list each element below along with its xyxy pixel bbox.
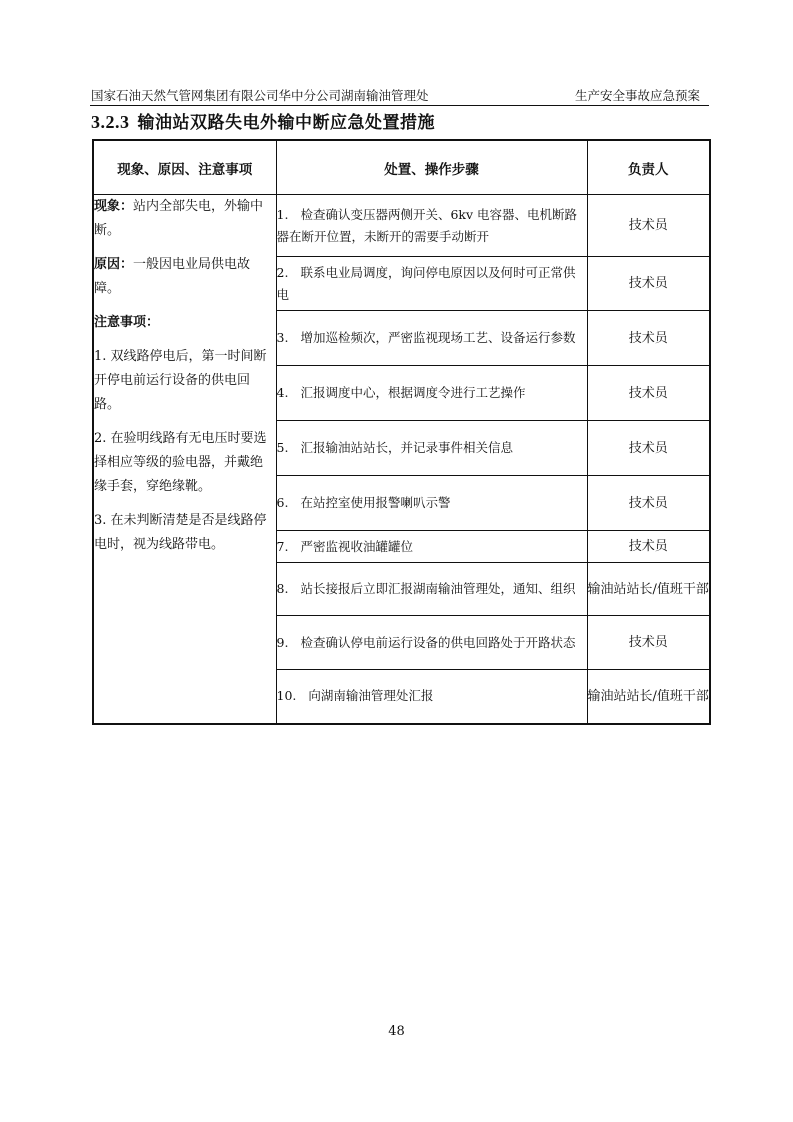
emergency-response-table <box>92 139 711 725</box>
step-number: 5. <box>276 440 289 455</box>
note-item: 1. 双线路停电后，第一时间断开停电前运行设备的供电回路。 <box>94 349 267 412</box>
step-number: 6. <box>276 495 289 510</box>
step-text: 检查确认停电前运行设备的供电回路处于开路状态 <box>300 634 576 650</box>
owner-cell: 技术员 <box>587 531 710 563</box>
note-item: 3. 在未判断清楚是否是线路停电时，视为线路带电。 <box>94 513 267 552</box>
header-divider <box>90 105 709 106</box>
step-cell <box>276 366 587 421</box>
cause-paragraph <box>94 253 276 301</box>
step-cell <box>276 476 587 531</box>
owner-cell: 技术员 <box>587 616 710 670</box>
section-title: 输油站双路失电外输中断应急处置措施 <box>137 113 435 133</box>
step-number: 7. <box>276 538 289 554</box>
step-text: 汇报输油站站长，并记录事件相关信息 <box>300 440 513 455</box>
phenomenon-text: 站内全部失电，外输中断。 <box>94 199 264 238</box>
owner-cell: 输油站站长/值班干部 <box>587 563 710 616</box>
step-text: 向湖南输油管理处汇报 <box>308 688 434 704</box>
owner-cell: 技术员 <box>587 195 710 257</box>
step-cell <box>276 311 587 366</box>
step-text: 在站控室使用报警喇叭示警 <box>300 495 451 510</box>
column-header-phenomenon: 现象、原因、注意事项 <box>93 140 276 195</box>
owner-cell: 技术员 <box>587 311 710 366</box>
phenomenon-paragraph <box>94 195 276 243</box>
step-cell <box>276 531 587 563</box>
notes-label: 注意事项： <box>94 315 160 330</box>
step-cell <box>276 616 587 670</box>
step-text: 汇报调度中心，根据调度令进行工艺操作 <box>300 385 526 400</box>
table-row <box>93 195 710 257</box>
step-text: 严密监视收油罐罐位 <box>300 538 413 554</box>
step-number: 10. <box>276 688 297 704</box>
step-cell <box>276 257 587 311</box>
owner-cell: 技术员 <box>587 257 710 311</box>
step-text: 联系电业局调度，询问停电原因以及何时可正常供电 <box>276 264 576 302</box>
header-organization: 国家石油天然气管网集团有限公司华中分公司湖南输油管理处 <box>91 88 429 103</box>
step-number: 3. <box>276 330 289 345</box>
section-number: 3.2.3 <box>91 112 130 132</box>
step-number: 9. <box>276 634 289 650</box>
note-item: 2. 在验明线路有无电压时要选择相应等级的验电器，并戴绝缘手套，穿绝缘靴。 <box>94 431 267 494</box>
cause-text: 一般因电业局供电故障。 <box>94 257 251 296</box>
step-text: 站长接报后立即汇报湖南输油管理处，通知、组织 <box>300 581 576 596</box>
page-number: 48 <box>388 1024 405 1039</box>
section-heading <box>91 108 435 133</box>
step-number: 1. <box>276 206 289 222</box>
step-number: 8. <box>276 581 289 596</box>
owner-cell: 技术员 <box>587 476 710 531</box>
phenomenon-label: 现象： <box>94 199 134 214</box>
step-cell <box>276 195 587 257</box>
step-number: 4. <box>276 385 289 400</box>
step-text: 检查确认变压器两侧开关、6kv 电容器、电机断路器在断开位置，未断开的需要手动断开 <box>276 206 578 244</box>
cause-label: 原因： <box>94 257 134 272</box>
column-header-owner: 负责人 <box>587 140 710 195</box>
step-cell <box>276 563 587 616</box>
step-number: 2. <box>276 264 289 280</box>
column-header-steps: 处置、操作步骤 <box>276 140 587 195</box>
phenomenon-cause-notes-cell <box>93 195 276 724</box>
step-cell <box>276 421 587 476</box>
owner-cell: 输油站站长/值班干部 <box>587 670 710 724</box>
owner-cell: 技术员 <box>587 421 710 476</box>
table-header-row <box>93 140 710 195</box>
step-text: 增加巡检频次，严密监视现场工艺、设备运行参数 <box>300 330 576 345</box>
owner-cell: 技术员 <box>587 366 710 421</box>
header-document-title: 生产安全事故应急预案 <box>574 88 700 103</box>
step-cell <box>276 670 587 724</box>
